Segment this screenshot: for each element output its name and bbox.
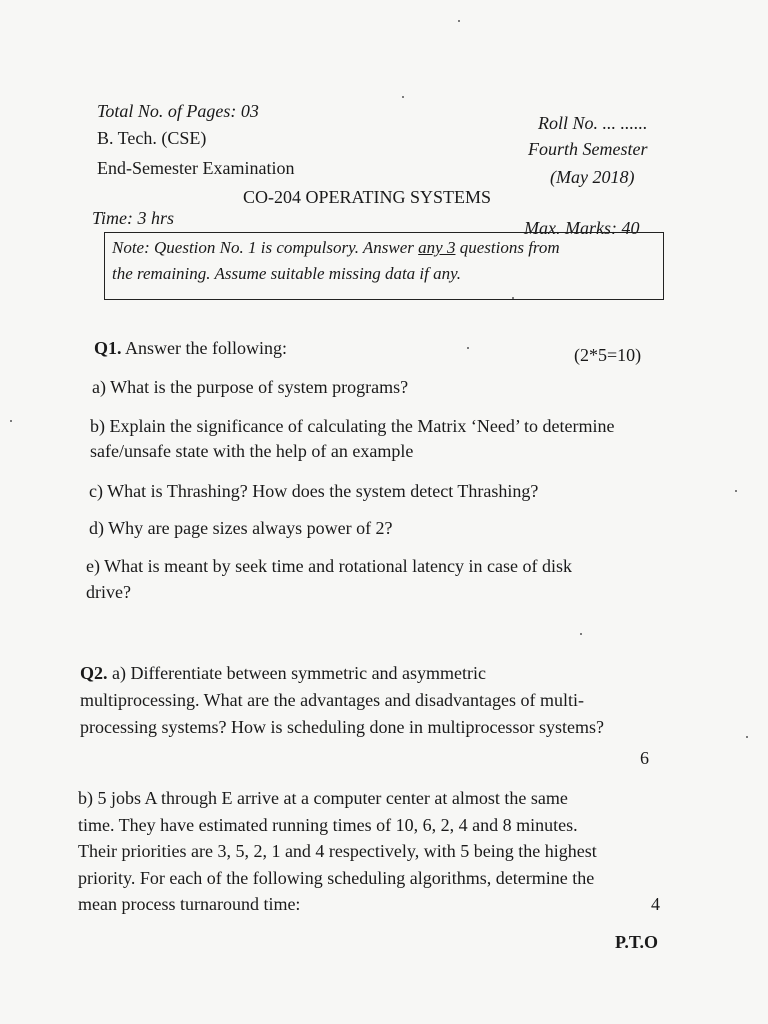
scan-speck — [467, 347, 469, 349]
exam-time: Time: 3 hrs — [92, 208, 175, 228]
q2-a-line-3: processing systems? How is scheduling done in multiprocessor systems? — [80, 717, 604, 737]
scan-speck — [512, 297, 514, 299]
roll-number: Roll No. ... ...... — [538, 113, 648, 133]
q1-item-b: b) Explain the significance of calculating the Matrix ‘Need’ to determine — [90, 416, 615, 436]
q1-item-c: c) What is Thrashing? How does the system detect Thrashing? — [89, 481, 539, 501]
q1-item-a: a) What is the purpose of system programs? — [92, 377, 409, 397]
max-marks: Max. Marks: 40 — [524, 218, 640, 238]
q1-item-e-cont: drive? — [86, 582, 131, 602]
scan-speck — [10, 420, 12, 422]
q1-item-b-cont: safe/unsafe state with the help of an example — [90, 441, 414, 461]
total-pages: Total No. of Pages: 03 — [97, 101, 259, 121]
pto-label: P.T.O — [615, 932, 659, 952]
q2-b-line-5: mean process turnaround time: — [78, 894, 301, 914]
scan-speck — [402, 96, 404, 98]
q2-b-marks: 4 — [651, 894, 660, 914]
q2-b-line-2: time. They have estimated running times of 10, 6, 2, 4 and 8 minutes. — [78, 815, 578, 835]
exam-date: (May 2018) — [550, 167, 635, 187]
q2-a-line-1: Q2. a) Differentiate between symmetric and asymmetric — [80, 663, 487, 683]
note-line-1: Note: Question No. 1 is compulsory. Answer any 3 questions from — [112, 238, 560, 257]
q1-item-e: e) What is meant by seek time and rotational latency in case of disk — [86, 556, 573, 576]
scan-speck — [458, 20, 460, 22]
program: B. Tech. (CSE) — [97, 128, 207, 148]
note-line-2: the remaining. Assume suitable missing data if any. — [112, 264, 461, 283]
q2-a-line-2: multiprocessing. What are the advantages and disadvantages of multi- — [80, 690, 585, 710]
semester: Fourth Semester — [528, 139, 648, 159]
q2-a-marks: 6 — [640, 748, 649, 768]
q2-b-line-1: b) 5 jobs A through E arrive at a computer center at almost the same — [78, 788, 568, 808]
q1-item-d: d) Why are page sizes always power of 2? — [89, 518, 393, 538]
scan-speck — [735, 490, 737, 492]
q2-b-line-3: Their priorities are 3, 5, 2, 1 and 4 respectively, with 5 being the highest — [78, 841, 597, 861]
scan-speck — [580, 633, 582, 635]
q1-heading: Q1. Answer the following: — [94, 338, 287, 358]
q2-b-line-4: priority. For each of the following scheduling algorithms, determine the — [78, 868, 595, 888]
exam-type: End-Semester Examination — [97, 158, 295, 178]
q1-marks: (2*5=10) — [574, 345, 642, 365]
scan-speck — [746, 736, 748, 738]
course-title: CO-204 OPERATING SYSTEMS — [243, 187, 492, 207]
